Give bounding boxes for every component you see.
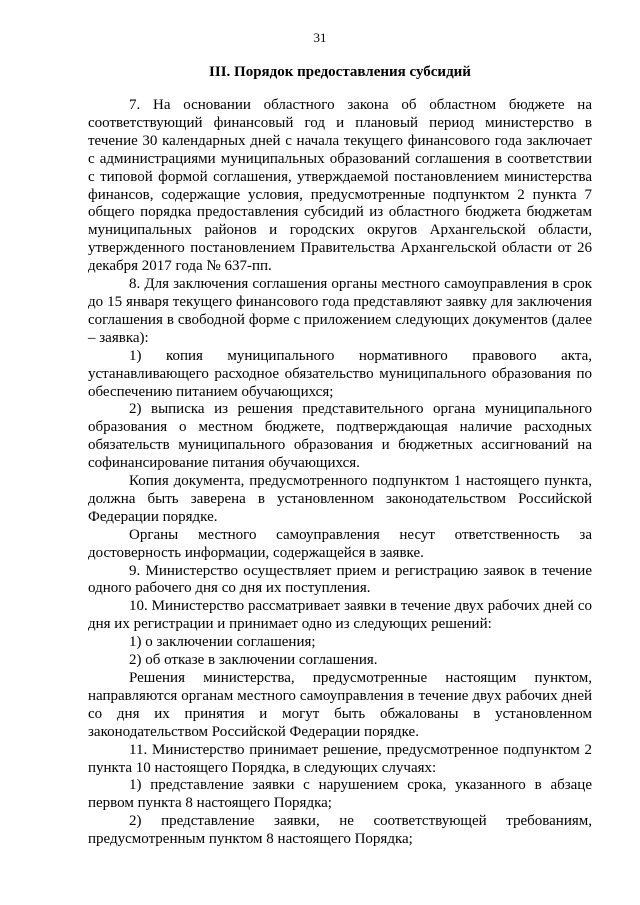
paragraph-10: 10. Министерство рассматривает заявки в течение двух рабочих дней со дня их регистрации и принимает одно из следующих решений:: [88, 598, 592, 633]
paragraph-9: 9. Министерство осуществляет прием и регистрацию заявок в течение одного рабочего дня со дня их поступления.: [88, 562, 592, 597]
paragraph-8-responsibility: Органы местного самоуправления несут ответственность за достоверность информации, содержащейся в заявке.: [88, 526, 592, 561]
paragraph-10-item-1: 1) о заключении соглашения;: [129, 634, 316, 651]
paragraph-11: 11. Министерство принимает решение, предусмотренное подпунктом 2 пункта 10 настоящего Порядка, в следующих случаях:: [88, 741, 592, 776]
paragraph-8: 8. Для заключения соглашения органы местного самоуправления в срок до 15 января текущего финансового года представляют заявку для заключения соглашения в свободной форме с приложением следующих документов (далее – заявка):: [88, 276, 592, 346]
paragraph-10-item-2: 2) об отказе в заключении соглашения.: [129, 652, 378, 669]
section-heading: III. Порядок предоставления субсидий: [209, 64, 471, 80]
paragraph-7: 7. На основании областного закона об областном бюджете на соответствующий финансовый год и плановый период министерство в течение 30 календарных дней с начала текущего финансового года заключает с администрациями муниципальных образований соглашения в соответствии с типовой формой соглашения, утверждаемой постановлением министерства финансов, содержащие условия, предусмотренные подпунктом 2 пункта 7 общего порядка предоставления субсидий из областного бюджета бюджетам муниципальных районов и городских округов Архангельской области, утвержденного постановлением Правительства Архангельской области от 26 декабря 2017 года № 637-пп.: [88, 97, 592, 275]
paragraph-8-copy-note: Копия документа, предусмотренного подпунктом 1 настоящего пункта, должна быть заверена в установленном законодательством Российской Федерации порядке.: [88, 473, 592, 525]
paragraph-8-item-2: 2) выписка из решения представительного органа муниципального образования о местном бюджете, подтверждающая наличие расходных обязательств муниципального образования и бюджетных ассигнований на софинансирование питания обучающихся.: [88, 401, 592, 472]
paragraph-11-item-2: 2) представление заявки, не соответствующей требованиям, предусмотренным пунктом 8 настоящего Порядка;: [88, 813, 592, 848]
paragraph-8-item-1: 1) копия муниципального нормативного правового акта, устанавливающего расходное обязательство муниципального образования по обеспечению питанием обучающихся;: [88, 347, 592, 400]
paragraph-10-decisions: Решения министерства, предусмотренные настоящим пунктом, направляются органам местного самоуправления в течение двух рабочих дней со дня их принятия и могут быть обжалованы в установленном законодательством Российской Федерации порядке.: [88, 670, 592, 740]
document-body: [88, 97, 592, 849]
paragraph-11-item-1: 1) представление заявки с нарушением срока, указанного в абзаце первом пункта 8 настоящего Порядка;: [88, 777, 592, 812]
page-number: 31: [313, 30, 327, 45]
